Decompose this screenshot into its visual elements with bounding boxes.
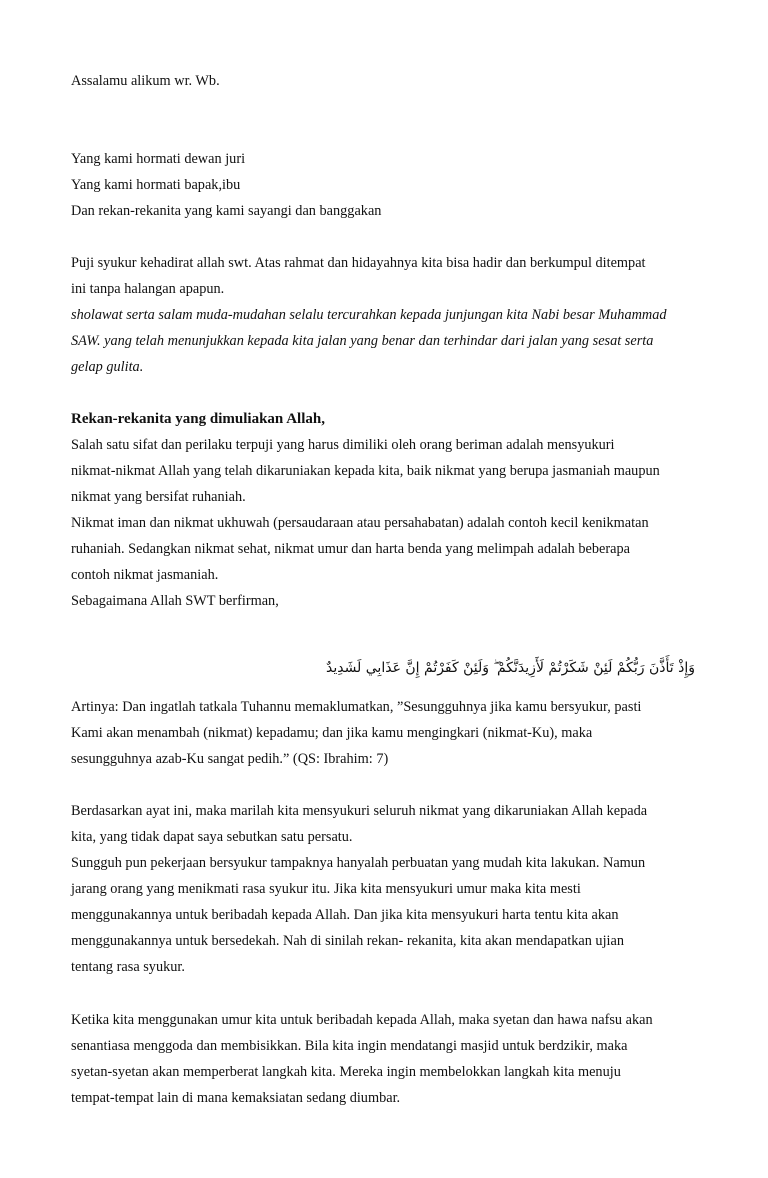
paragraph-line: menggunakannya untuk bersedekah. Nah di sinilah rekan- rekanita, kita akan mendapatkan ujian (71, 933, 625, 949)
paragraph-line: nikmat-nikmat Allah yang telah dikaruniakan kepada kita, baik nikmat yang berupa jasmaniah maupun (71, 463, 660, 479)
translation-line: Kami akan menambah (nikmat) kepadamu; dan jika kamu mengingkari (nikmat-Ku), maka (71, 725, 593, 741)
paragraph-line: syetan-syetan akan memperberat langkah kita. Mereka ingin membelokkan langkah kita menuju (71, 1064, 621, 1080)
arabic-verse: وَإِذْ تَأَذَّنَ رَبُّكُمْ لَئِنْ شَكَرْتُمْ لَأَزِيدَنَّكُمْ ۖ وَلَئِنْ كَفَرْتُمْ إِنَّ عَذَابِي لَشَدِيدٌ (325, 660, 695, 676)
translation-line: sesungguhnya azab-Ku sangat pedih.” (QS: Ibrahim: 7) (71, 751, 389, 767)
paragraph-line: Salah satu sifat dan perilaku terpuji yang harus dimiliki oleh orang beriman adalah mensyukuri (71, 437, 615, 453)
paragraph-line: contoh nikmat jasmaniah. (71, 567, 219, 583)
paragraph-line: ini tanpa halangan apapun. (71, 281, 225, 297)
paragraph-line: Sungguh pun pekerjaan bersyukur tampaknya hanyalah perbuatan yang mudah kita lakukan. Namun (71, 855, 646, 871)
salutation-line: Yang kami hormati dewan juri (71, 151, 246, 167)
paragraph-line: nikmat yang bersifat ruhaniah. (71, 489, 246, 505)
paragraph-line: menggunakannya untuk beribadah kepada Allah. Dan jika kita mensyukuri harta tentu kita akan (71, 907, 619, 923)
paragraph-line: Sebagaimana Allah SWT berfirman, (71, 593, 279, 609)
paragraph-line: Nikmat iman dan nikmat ukhuwah (persaudaraan atau persahabatan) adalah contoh kecil kenikmatan (71, 515, 649, 531)
paragraph-line: tempat-tempat lain di mana kemaksiatan sedang diumbar. (71, 1090, 401, 1106)
paragraph-line: tentang rasa syukur. (71, 959, 185, 975)
paragraph-line: Puji syukur kehadirat allah swt. Atas rahmat dan hidayahnya kita bisa hadir dan berkumpul ditempat (71, 255, 646, 271)
paragraph-line: Berdasarkan ayat ini, maka marilah kita mensyukuri seluruh nikmat yang dikaruniakan Allah kepada (71, 803, 648, 819)
italic-paragraph-line: gelap gulita. (71, 359, 144, 375)
paragraph-line: jarang orang yang menikmati rasa syukur itu. Jika kita mensyukuri umur maka kita mesti (71, 881, 581, 897)
salutation-line: Yang kami hormati bapak,ibu (71, 177, 241, 193)
greeting-line: Assalamu alikum wr. Wb. (71, 73, 220, 89)
paragraph-line: ruhaniah. Sedangkan nikmat sehat, nikmat umur dan harta benda yang melimpah adalah beberapa (71, 541, 630, 557)
salutation-line: Dan rekan-rekanita yang kami sayangi dan banggakan (71, 203, 382, 219)
paragraph-line: kita, yang tidak dapat saya sebutkan satu persatu. (71, 829, 353, 845)
paragraph-line: Ketika kita menggunakan umur kita untuk beribadah kepada Allah, maka syetan dan hawa nafsu akan (71, 1012, 653, 1028)
italic-paragraph-line: sholawat serta salam muda-mudahan selalu tercurahkan kepada junjungan kita Nabi besar Muhammad (71, 307, 667, 323)
translation-line: Artinya: Dan ingatlah tatkala Tuhannu memaklumatkan, ”Sesungguhnya jika kamu bersyukur, pasti (71, 699, 642, 715)
italic-paragraph-line: SAW. yang telah menunjukkan kepada kita jalan yang benar dan terhindar dari jalan yang sesat serta (71, 333, 654, 349)
paragraph-line: senantiasa menggoda dan membisikkan. Bila kita ingin mendatangi masjid untuk berdzikir, maka (71, 1038, 628, 1054)
section-heading: Rekan-rekanita yang dimuliakan Allah, (71, 411, 325, 427)
